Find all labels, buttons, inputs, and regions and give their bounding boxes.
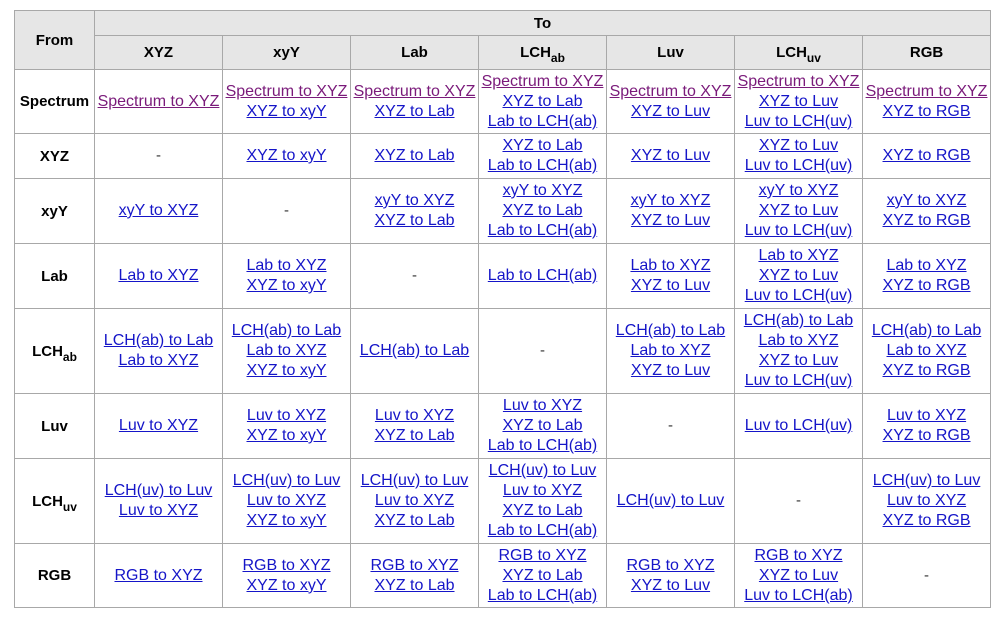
conversion-link[interactable]: Luv to LCH(ab) [744,586,853,604]
conversion-link[interactable]: Spectrum to XYZ [737,72,860,90]
conversion-cell [863,459,991,544]
conversion-link[interactable]: LCH(ab) to Lab [231,322,342,339]
conversion-link[interactable]: XYZ to Lab [374,147,455,164]
row-header-label: RGB [37,567,72,584]
conversion-link[interactable]: XYZ to RGB [882,427,971,444]
from-header [15,11,95,70]
column-header-label: Lab [401,44,428,61]
empty-cell-dash: - [284,202,289,219]
conversion-link[interactable]: Lab to XYZ [886,257,967,274]
conversion-link[interactable]: XYZ to Luv [758,566,839,584]
empty-cell-dash: - [540,342,545,359]
conversion-cell [95,179,223,244]
conversion-link[interactable]: Luv to LCH(uv) [744,287,853,304]
conversion-link[interactable]: XYZ to Lab [374,427,455,444]
table-row [15,394,991,459]
conversion-link[interactable]: XYZ to Lab [374,212,455,229]
conversion-link[interactable]: RGB to XYZ [626,556,715,574]
conversion-cell [479,459,607,544]
conversion-cell [863,70,991,134]
conversion-link[interactable]: LCH(ab) to Lab [103,332,214,349]
table-row [15,459,991,544]
column-header-luv [607,36,735,70]
conversion-link[interactable]: XYZ to Luv [758,92,839,110]
row-header-luv [15,394,95,459]
row-header-spectrum [15,70,95,134]
column-header-lab [351,36,479,70]
conversion-link[interactable]: XYZ to Luv [758,352,839,369]
conversion-link[interactable]: Lab to XYZ [886,342,967,359]
row-header-label: Luv [41,417,68,435]
conversion-cell [479,544,607,608]
conversion-cell [863,134,991,179]
conversion-link[interactable]: Luv to LCH(uv) [744,222,853,239]
column-header-label: LCH [776,44,807,61]
conversion-link[interactable]: xyY to XYZ [118,202,199,219]
conversion-cell [95,244,223,309]
conversion-link[interactable]: Luv to XYZ [374,492,455,509]
conversion-link[interactable]: Luv to LCH(uv) [744,372,853,389]
conversion-link[interactable]: xyY to XYZ [886,192,967,209]
conversion-link[interactable]: LCH(uv) to Luv [104,482,213,499]
conversion-link[interactable]: LCH(uv) to Luv [360,472,469,489]
conversion-link[interactable]: Spectrum to XYZ [353,82,476,100]
conversion-link[interactable]: XYZ to Luv [630,277,711,294]
conversion-cell [479,70,607,134]
conversion-cell [735,134,863,179]
conversion-cell [223,309,351,394]
conversion-link[interactable]: Lab to LCH(ab) [487,437,598,454]
conversion-link[interactable]: Spectrum to XYZ [481,72,604,90]
conversion-link[interactable]: Lab to LCH(ab) [487,267,598,284]
conversion-link[interactable]: XYZ to Luv [630,362,711,379]
row-header-label: xyY [41,202,68,220]
conversion-link[interactable]: Luv to LCH(uv) [744,417,853,434]
conversion-link[interactable]: Lab to LCH(ab) [487,586,598,604]
row-header-subscript: ab [62,349,77,364]
column-header-lchuv [735,36,863,70]
conversion-cell [95,544,223,608]
column-header-subscript: ab [550,51,565,65]
conversion-link[interactable]: Lab to XYZ [246,342,327,359]
conversion-link[interactable]: XYZ to Lab [374,102,455,120]
conversion-cell [223,244,351,309]
table-body [15,70,991,608]
conversion-cell [735,309,863,394]
conversion-link[interactable]: Luv to LCH(uv) [744,157,853,174]
conversion-cell [223,394,351,459]
conversion-link[interactable]: LCH(uv) to Luv [488,462,597,479]
conversion-link[interactable]: Spectrum to XYZ [97,92,220,110]
row-header-xyz [15,134,95,179]
conversion-link[interactable]: Luv to XYZ [374,407,455,424]
conversion-link[interactable]: Lab to XYZ [246,257,327,274]
row-header-label: XYZ [39,147,70,165]
conversion-cell [479,134,607,179]
empty-cell-dash: - [796,492,801,509]
conversion-link[interactable]: Spectrum to XYZ [609,82,732,100]
conversion-link[interactable]: XYZ to xyY [246,362,327,379]
column-header-label: XYZ [143,44,174,61]
row-header-lchuv [15,459,95,544]
conversion-link[interactable]: Luv to XYZ [886,407,967,424]
to-header [95,11,991,36]
conversion-link[interactable]: RGB to XYZ [370,556,459,574]
conversion-cell [863,544,991,608]
table-row [15,309,991,394]
conversion-cell [607,244,735,309]
row-header-label: Lab [41,267,68,285]
conversion-link[interactable]: XYZ to Lab [502,417,583,434]
conversion-cell [95,394,223,459]
conversion-cell [95,134,223,179]
conversion-link[interactable]: XYZ to xyY [246,102,327,120]
conversion-link[interactable]: XYZ to Lab [502,502,583,519]
column-header-subscript: uv [806,51,821,65]
conversion-link[interactable]: Lab to XYZ [630,342,711,359]
row-header-lab [15,244,95,309]
conversion-link[interactable]: LCH(ab) to Lab [615,322,726,339]
conversion-link[interactable]: Luv to XYZ [118,417,199,434]
column-header-label: xyY [273,44,300,61]
table-row [15,544,991,608]
conversion-link[interactable]: Lab to XYZ [758,247,839,264]
conversion-cell [735,244,863,309]
conversion-link[interactable]: RGB to XYZ [114,566,203,584]
conversion-link[interactable]: Lab to LCH(ab) [487,112,598,130]
conversion-link[interactable]: LCH(uv) to Luv [232,472,341,489]
conversion-link[interactable]: XYZ to RGB [882,212,971,229]
conversion-link[interactable]: xyY to XYZ [502,182,583,199]
conversion-link[interactable]: XYZ to xyY [246,147,327,164]
conversion-link[interactable]: Lab to LCH(ab) [487,157,598,174]
row-header-label: LCH [32,342,63,360]
conversion-link[interactable]: XYZ to Lab [502,566,583,584]
conversion-link[interactable]: LCH(uv) to Luv [872,472,981,489]
conversion-cell [735,459,863,544]
conversion-link[interactable]: LCH(uv) to Luv [616,492,725,509]
conversion-link[interactable]: XYZ to Luv [630,147,711,164]
table-row [15,179,991,244]
table-row [15,70,991,134]
conversion-cell [351,309,479,394]
conversion-cell [351,394,479,459]
conversion-cell [95,459,223,544]
conversion-cell [735,179,863,244]
row-header-label: Spectrum [19,93,90,110]
conversion-link[interactable]: Luv to XYZ [502,482,583,499]
conversion-cell [479,179,607,244]
conversion-link[interactable]: xyY to XYZ [758,182,839,199]
conversion-cell [863,244,991,309]
empty-cell-dash: - [412,267,417,284]
conversion-link[interactable]: Luv to XYZ [502,397,583,414]
conversion-link[interactable]: XYZ to Luv [630,576,711,594]
conversion-cell [351,244,479,309]
conversion-cell [607,134,735,179]
row-header-label: LCH [32,492,63,510]
conversion-link[interactable]: RGB to XYZ [498,546,587,564]
conversion-cell [479,244,607,309]
table-row [15,244,991,309]
conversion-cell [607,179,735,244]
from-label: From [35,31,74,49]
conversion-link[interactable]: XYZ to RGB [882,277,971,294]
conversion-link[interactable]: xyY to XYZ [374,192,455,209]
conversion-cell [735,544,863,608]
conversion-cell [223,544,351,608]
column-header-row [15,36,991,70]
conversion-link[interactable]: XYZ to RGB [882,102,971,120]
conversion-link[interactable]: Luv to XYZ [886,492,967,509]
row-header-lchab [15,309,95,394]
conversion-cell [607,394,735,459]
row-header-rgb [15,544,95,608]
conversion-cell [735,394,863,459]
conversion-link[interactable]: Luv to XYZ [246,492,327,509]
conversion-link[interactable]: LCH(ab) to Lab [743,312,854,329]
conversion-link[interactable]: XYZ to xyY [246,576,327,594]
row-header-xyy [15,179,95,244]
conversion-link[interactable]: XYZ to Lab [374,576,455,594]
conversion-link[interactable]: XYZ to Lab [502,92,583,110]
conversion-link[interactable]: Lab to LCH(ab) [487,522,598,539]
table-row [15,134,991,179]
conversion-cell [223,459,351,544]
conversion-link[interactable]: XYZ to Lab [502,202,583,219]
conversion-link[interactable]: XYZ to xyY [246,277,327,294]
conversion-cell [223,134,351,179]
conversion-link[interactable]: Luv to XYZ [118,502,199,519]
conversion-cell [223,70,351,134]
conversion-link[interactable]: XYZ to xyY [246,512,327,529]
conversion-cell [607,70,735,134]
conversion-link[interactable]: RGB to XYZ [242,556,331,574]
to-label: To [533,14,552,32]
conversion-table [14,10,991,608]
conversion-cell [863,394,991,459]
conversion-cell [479,309,607,394]
column-header-label: RGB [909,44,944,61]
conversion-link[interactable]: XYZ to Lab [374,512,455,529]
column-header-rgb [863,36,991,70]
column-header-xyz [95,36,223,70]
column-header-label: Luv [657,44,684,61]
conversion-cell [95,309,223,394]
conversion-cell [351,70,479,134]
conversion-link[interactable]: XYZ to Luv [758,267,839,284]
column-header-lchab [479,36,607,70]
conversion-link[interactable]: XYZ to Luv [630,102,711,120]
conversion-link[interactable]: XYZ to Luv [758,137,839,154]
column-header-xyy [223,36,351,70]
conversion-cell [863,309,991,394]
conversion-cell [607,309,735,394]
conversion-link[interactable]: LCH(ab) to Lab [871,322,982,339]
conversion-link[interactable]: XYZ to Lab [502,137,583,154]
conversion-link[interactable]: Lab to XYZ [118,267,199,284]
conversion-cell [479,394,607,459]
conversion-cell [607,459,735,544]
conversion-cell [223,179,351,244]
conversion-link[interactable]: Spectrum to XYZ [225,82,348,100]
conversion-cell [351,134,479,179]
conversion-link[interactable]: Lab to XYZ [758,332,839,349]
conversion-link[interactable]: XYZ to RGB [882,512,971,529]
conversion-link[interactable]: Spectrum to XYZ [865,82,988,100]
empty-cell-dash: - [156,147,161,164]
conversion-link[interactable]: Luv to LCH(uv) [744,112,853,130]
conversion-cell [607,544,735,608]
row-header-subscript: uv [62,499,77,514]
conversion-link[interactable]: Lab to LCH(ab) [487,222,598,239]
conversion-cell [863,179,991,244]
conversion-cell [351,459,479,544]
conversion-link[interactable]: XYZ to xyY [246,427,327,444]
conversion-link[interactable]: xyY to XYZ [630,192,711,209]
conversion-cell [95,70,223,134]
empty-cell-dash: - [668,417,673,434]
conversion-link[interactable]: LCH(ab) to Lab [359,342,470,359]
conversion-link[interactable]: XYZ to Luv [630,212,711,229]
conversion-link[interactable]: XYZ to RGB [882,147,971,164]
column-header-label: LCH [520,44,551,61]
conversion-link[interactable]: Lab to XYZ [630,257,711,274]
conversion-link[interactable]: XYZ to Luv [758,202,839,219]
conversion-cell [351,179,479,244]
conversion-cell [351,544,479,608]
empty-cell-dash: - [924,566,930,584]
conversion-cell [735,70,863,134]
conversion-link[interactable]: Lab to XYZ [118,352,199,369]
conversion-link[interactable]: XYZ to RGB [882,362,971,379]
conversion-link[interactable]: Luv to XYZ [246,407,327,424]
conversion-link[interactable]: RGB to XYZ [754,546,843,564]
